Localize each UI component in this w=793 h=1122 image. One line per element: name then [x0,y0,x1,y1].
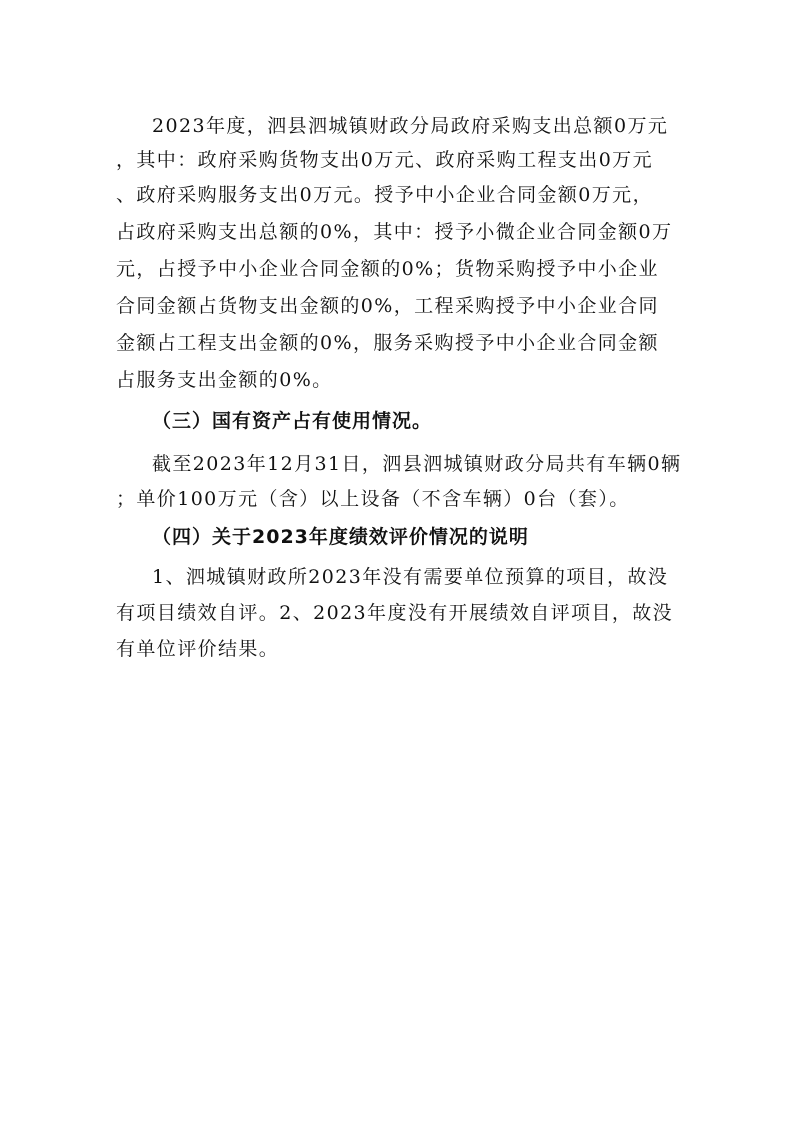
paragraph-procurement-line-8: 占服务支出金额的0%。 [116,369,333,391]
paragraph-assets-line-1: 截至2023年12月31日，泗县泗城镇财政分局共有车辆0辆 [152,453,682,475]
paragraph-evaluation-line-3: 有单位评价结果。 [116,638,280,660]
section-heading-performance-evaluation: （四）关于2023年度绩效评价情况的说明 [152,526,529,548]
paragraph-procurement-line-6: 合同金额占货物支出金额的0%，工程采购授予中小企业合同 [116,295,659,317]
paragraph-procurement-line-3: 、政府采购服务支出0万元。授予中小企业合同金额0万元， [116,184,653,206]
paragraph-procurement-line-7: 金额占工程支出金额的0%，服务采购授予中小企业合同金额 [116,332,659,354]
paragraph-procurement-line-1: 2023年度，泗县泗城镇财政分局政府采购支出总额0万元 [152,115,669,137]
paragraph-evaluation-line-2: 有项目绩效自评。2、2023年度没有开展绩效自评项目，故没 [116,602,674,624]
paragraph-procurement-line-5: 元，占授予中小企业合同金额的0%；货物采购授予中小企业 [116,258,659,280]
paragraph-evaluation-line-1: 1、泗城镇财政所2023年没有需要单位预算的项目，故没 [152,566,669,588]
paragraph-assets-line-2: ；单价100万元（含）以上设备（不含车辆）0台（套）。 [116,488,630,510]
paragraph-procurement-line-2: ，其中：政府采购货物支出0万元、政府采购工程支出0万元 [116,149,653,171]
paragraph-procurement-line-4: 占政府采购支出总额的0%，其中：授予小微企业合同金额0万 [116,221,673,243]
section-heading-state-assets: （三）国有资产占有使用情况。 [152,410,433,432]
